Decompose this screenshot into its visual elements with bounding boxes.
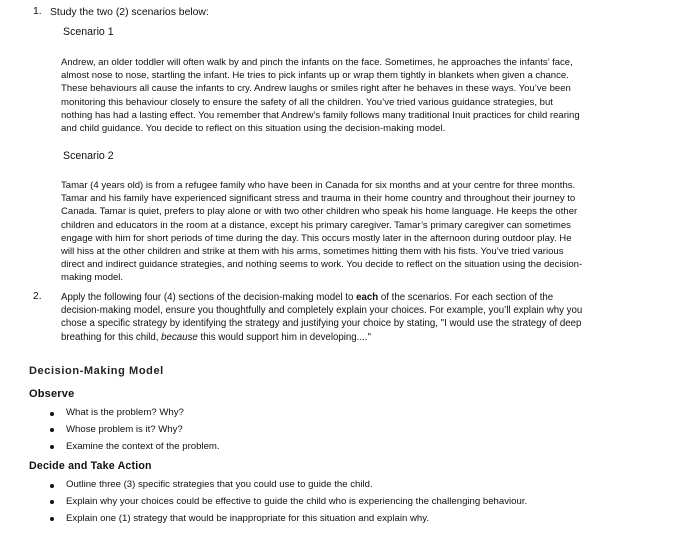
text-line: will hiss at the other children and strike at them with his arms, sometimes hitting them with his fists. You’ve tried various	[61, 246, 564, 258]
question-2-text	[61, 291, 691, 344]
list-item	[50, 511, 527, 528]
text-line	[61, 331, 691, 344]
text-fragment: of the scenarios. For each section of the	[378, 292, 554, 303]
text-line: Tamar and his family have experienced significant stress and trauma in their home country and throughout their journey to	[61, 193, 576, 205]
question-2-number: 2.	[33, 291, 42, 302]
text-line: engage with him for short periods of time during the day. This occurs mostly later in the afternoon during outdoor play. He	[61, 232, 572, 244]
list-item	[50, 477, 527, 494]
question-1-prompt: Study the two (2) scenarios below:	[50, 7, 209, 18]
text-line: nothing has had a lasting effect. You remember that Andrew’s family follows many traditional Inuit practices for child rearing	[61, 109, 580, 121]
emphasis-bold: each	[356, 292, 379, 303]
text-line: decision-making model, ensure you thoughtfully and completely explain your choices. For example, you’ll explain why you	[61, 305, 583, 317]
text-line: monitoring this behaviour closely to ensure the safety of all the children. You’ve tried various guidance strategies, but	[61, 96, 553, 108]
list-item	[50, 422, 220, 439]
list-item-text: Whose problem is it? Why?	[66, 423, 183, 435]
decide-list	[50, 477, 527, 527]
decide-heading: Decide and Take Action	[29, 460, 152, 472]
list-item-text: Explain one (1) strategy that would be inappropriate for this situation and explain why.	[66, 512, 429, 524]
list-item-text: Outline three (3) specific strategies that you could use to guide the child.	[66, 479, 373, 490]
scenario-2-heading: Scenario 2	[63, 150, 114, 162]
list-item	[50, 494, 527, 511]
list-item	[50, 439, 220, 456]
text-line: chose a specific strategy by identifying the strategy and justifying your choice by stating, "I would use the strategy of deep	[61, 318, 582, 330]
question-1-number: 1.	[33, 6, 42, 17]
text-line	[61, 291, 691, 304]
scenario-1-text	[61, 56, 691, 135]
text-line: making model.	[61, 272, 124, 284]
list-item-text: Explain why your choices could be effective to guide the child who is experiencing the challenging behaviour.	[66, 495, 528, 507]
bullet-icon	[50, 517, 54, 521]
bullet-icon	[50, 500, 54, 504]
observe-list	[50, 405, 220, 455]
model-title: Decision-Making Model	[29, 365, 164, 377]
text-line: children and educators in the room at a distance, except his primary caregiver. Tamar’s primary caregiver can sometimes	[61, 219, 571, 231]
text-line: and child guidance. You decide to reflect on this situation using the decision-making model.	[61, 123, 446, 135]
text-line: These behaviours all cause the infants to cry. Andrew laughs or smiles right after he behaves in these ways. You’ve been	[61, 83, 571, 95]
scenario-2-text	[61, 179, 691, 285]
list-item	[50, 405, 220, 422]
bullet-icon	[50, 412, 54, 416]
text-line: Tamar (4 years old) is from a refugee family who have been in Canada for six months and at your centre for three months.	[61, 180, 576, 191]
text-line: Canada. Tamar is quiet, prefers to play alone or with two other children who speak his home language. He keeps the other	[61, 206, 578, 218]
bullet-icon	[50, 445, 54, 449]
text-fragment: this would support him in developing...."	[197, 331, 371, 343]
text-line: Andrew, an older toddler will often walk by and pinch the infants on the face. Sometimes, he approaches the infants’ face,	[61, 57, 573, 68]
bullet-icon	[50, 428, 54, 432]
text-fragment: Apply the following four (4) sections of the decision-making model to	[61, 292, 357, 303]
emphasis-italic: because	[161, 331, 198, 343]
text-line: direct and indirect guidance strategies, and nothing seems to work. You decide to reflect on the situation using the decision-	[61, 259, 583, 271]
text-fragment: breathing for this child,	[61, 331, 162, 343]
list-item-text: Examine the context of the problem.	[66, 440, 220, 452]
bullet-icon	[50, 484, 54, 488]
text-line: almost nose to nose, startling the infant. He tries to pick infants up or wrap them tightly in blankets when given a chance.	[61, 70, 569, 82]
observe-heading: Observe	[29, 388, 75, 400]
list-item-text: What is the problem? Why?	[66, 407, 184, 418]
scenario-1-heading: Scenario 1	[63, 26, 114, 38]
